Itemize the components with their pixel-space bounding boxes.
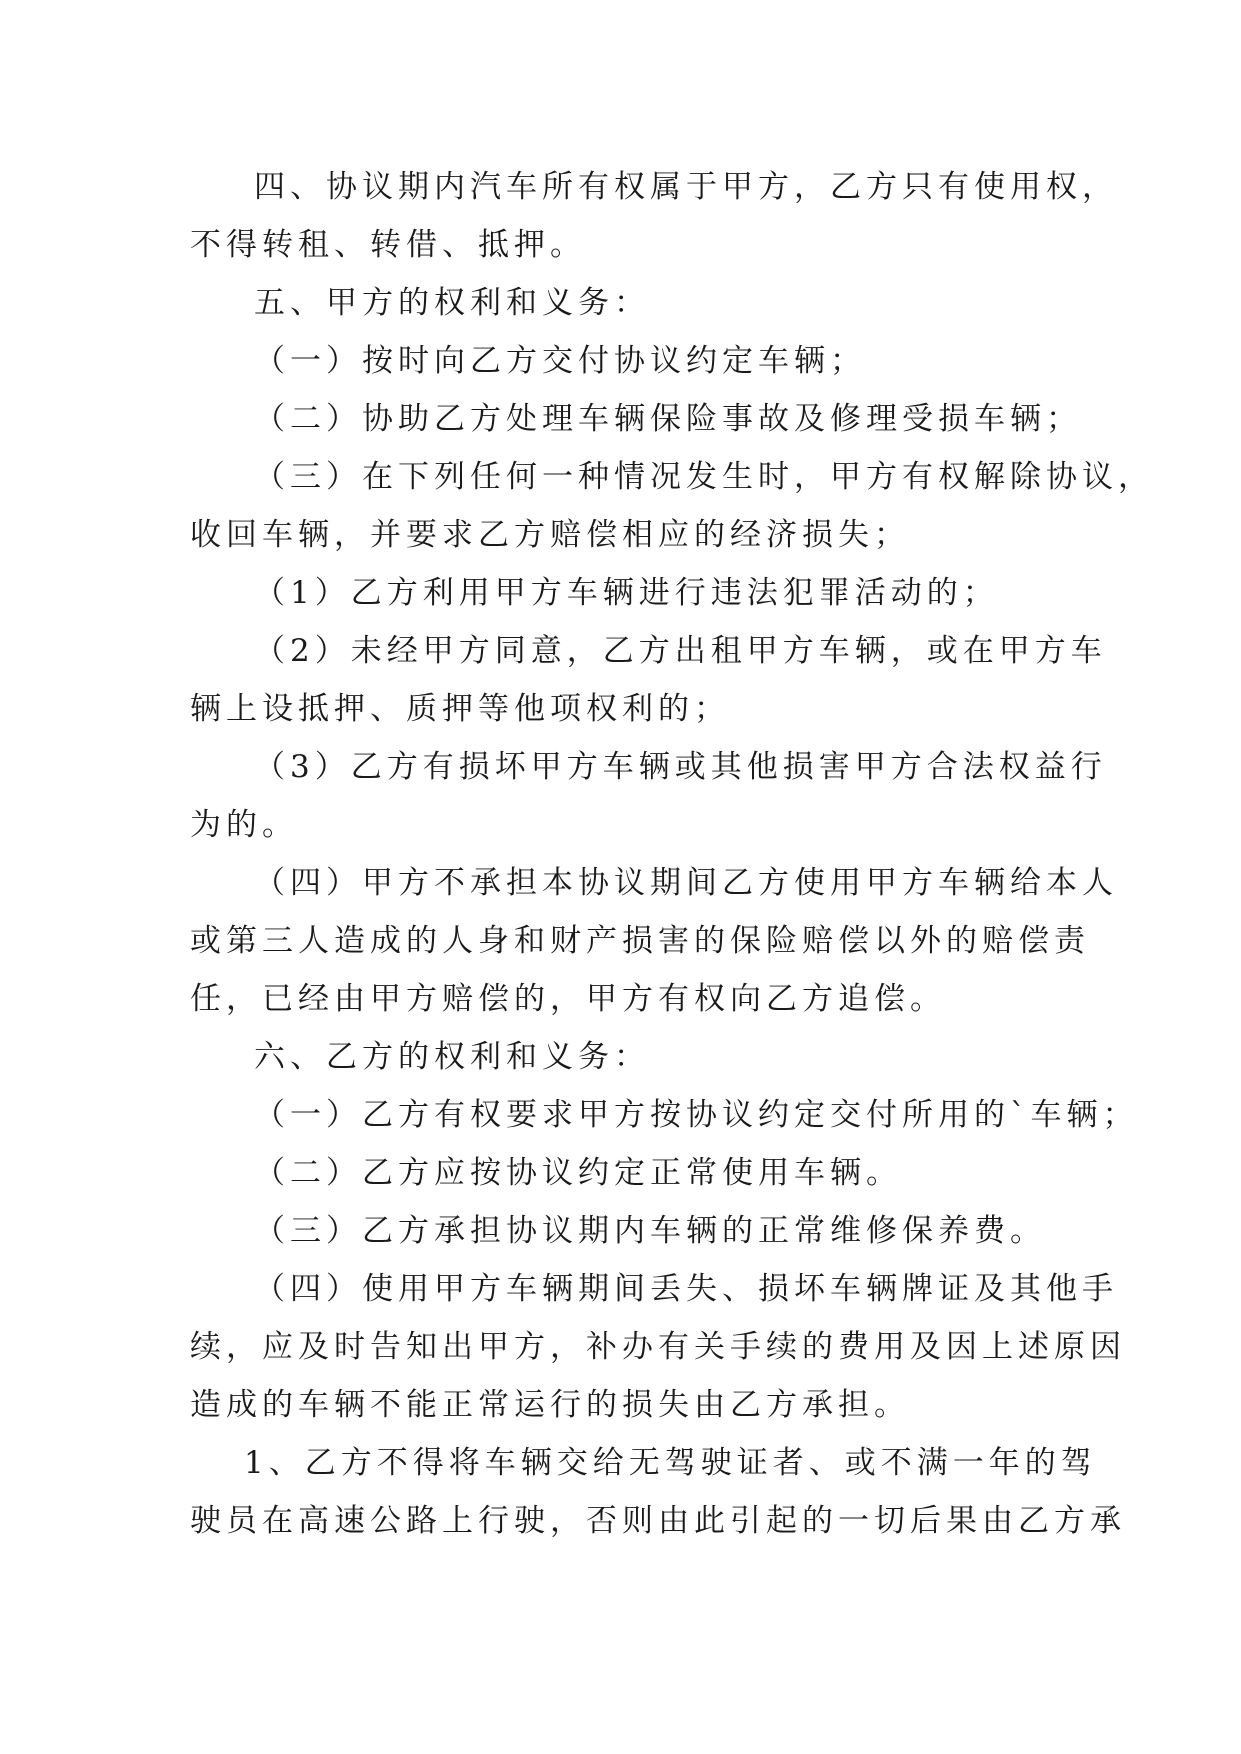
section-6-item-4-line-1: （四）使用甲方车辆期间丢失、损坏车辆牌证及其他手	[254, 1271, 1118, 1307]
section-5-item-3-line-2: 收回车辆，并要求乙方赔偿相应的经济损失；	[190, 517, 910, 553]
sub-item-2-line-2: 辆上设抵押、质押等他项权利的；	[190, 691, 730, 727]
section-5-item-4-line-1: （四）甲方不承担本协议期间乙方使用甲方车辆给本人	[254, 865, 1118, 901]
section-5-item-4-line-2: 或第三人造成的人身和财产损害的保险赔偿以外的赔偿责	[190, 923, 1090, 959]
sub-item-3-line-2: 为的。	[190, 807, 298, 843]
section-6-item-2: （二）乙方应按协议约定正常使用车辆。	[254, 1155, 902, 1191]
rule-1-line-2: 驶员在高速公路上行驶，否则由此引起的一切后果由乙方承	[190, 1503, 1126, 1539]
sub-item-2-line-1: （2）未经甲方同意，乙方出租甲方车辆，或在甲方车	[254, 633, 1107, 669]
document-body	[190, 158, 1154, 1550]
sub-item-3-line-1: （3）乙方有损坏甲方车辆或其他损害甲方合法权益行	[254, 749, 1107, 785]
clause-4-line-2: 不得转租、转借、抵押。	[190, 227, 586, 263]
clause-4-line-1: 四、协议期内汽车所有权属于甲方，乙方只有使用权，	[254, 169, 1118, 205]
section-6-heading: 六、乙方的权利和义务：	[254, 1039, 650, 1075]
section-6-item-1: （一）乙方有权要求甲方按协议约定交付所用的`车辆；	[254, 1097, 1139, 1133]
section-6-item-4-line-2: 续，应及时告知出甲方，补办有关手续的费用及因上述原因	[190, 1329, 1126, 1365]
section-5-item-4-line-3: 任，已经由甲方赔偿的，甲方有权向乙方追偿。	[190, 981, 946, 1017]
section-5-item-2: （二）协助乙方处理车辆保险事故及修理受损车辆；	[254, 401, 1082, 437]
section-6-item-4-line-3: 造成的车辆不能正常运行的损失由乙方承担。	[190, 1387, 910, 1423]
sub-item-1: （1）乙方利用甲方车辆进行违法犯罪活动的；	[254, 575, 999, 611]
section-6-item-3: （三）乙方承担协议期内车辆的正常维修保养费。	[254, 1213, 1046, 1249]
rule-1-line-1: 1、乙方不得将车辆交给无驾驶证者、或不满一年的驾	[244, 1445, 1097, 1481]
section-5-item-3-line-1: （三）在下列任何一种情况发生时，甲方有权解除协议，	[254, 459, 1154, 495]
section-5-heading: 五、甲方的权利和义务：	[254, 285, 650, 321]
section-5-item-1: （一）按时向乙方交付协议约定车辆；	[254, 343, 866, 379]
